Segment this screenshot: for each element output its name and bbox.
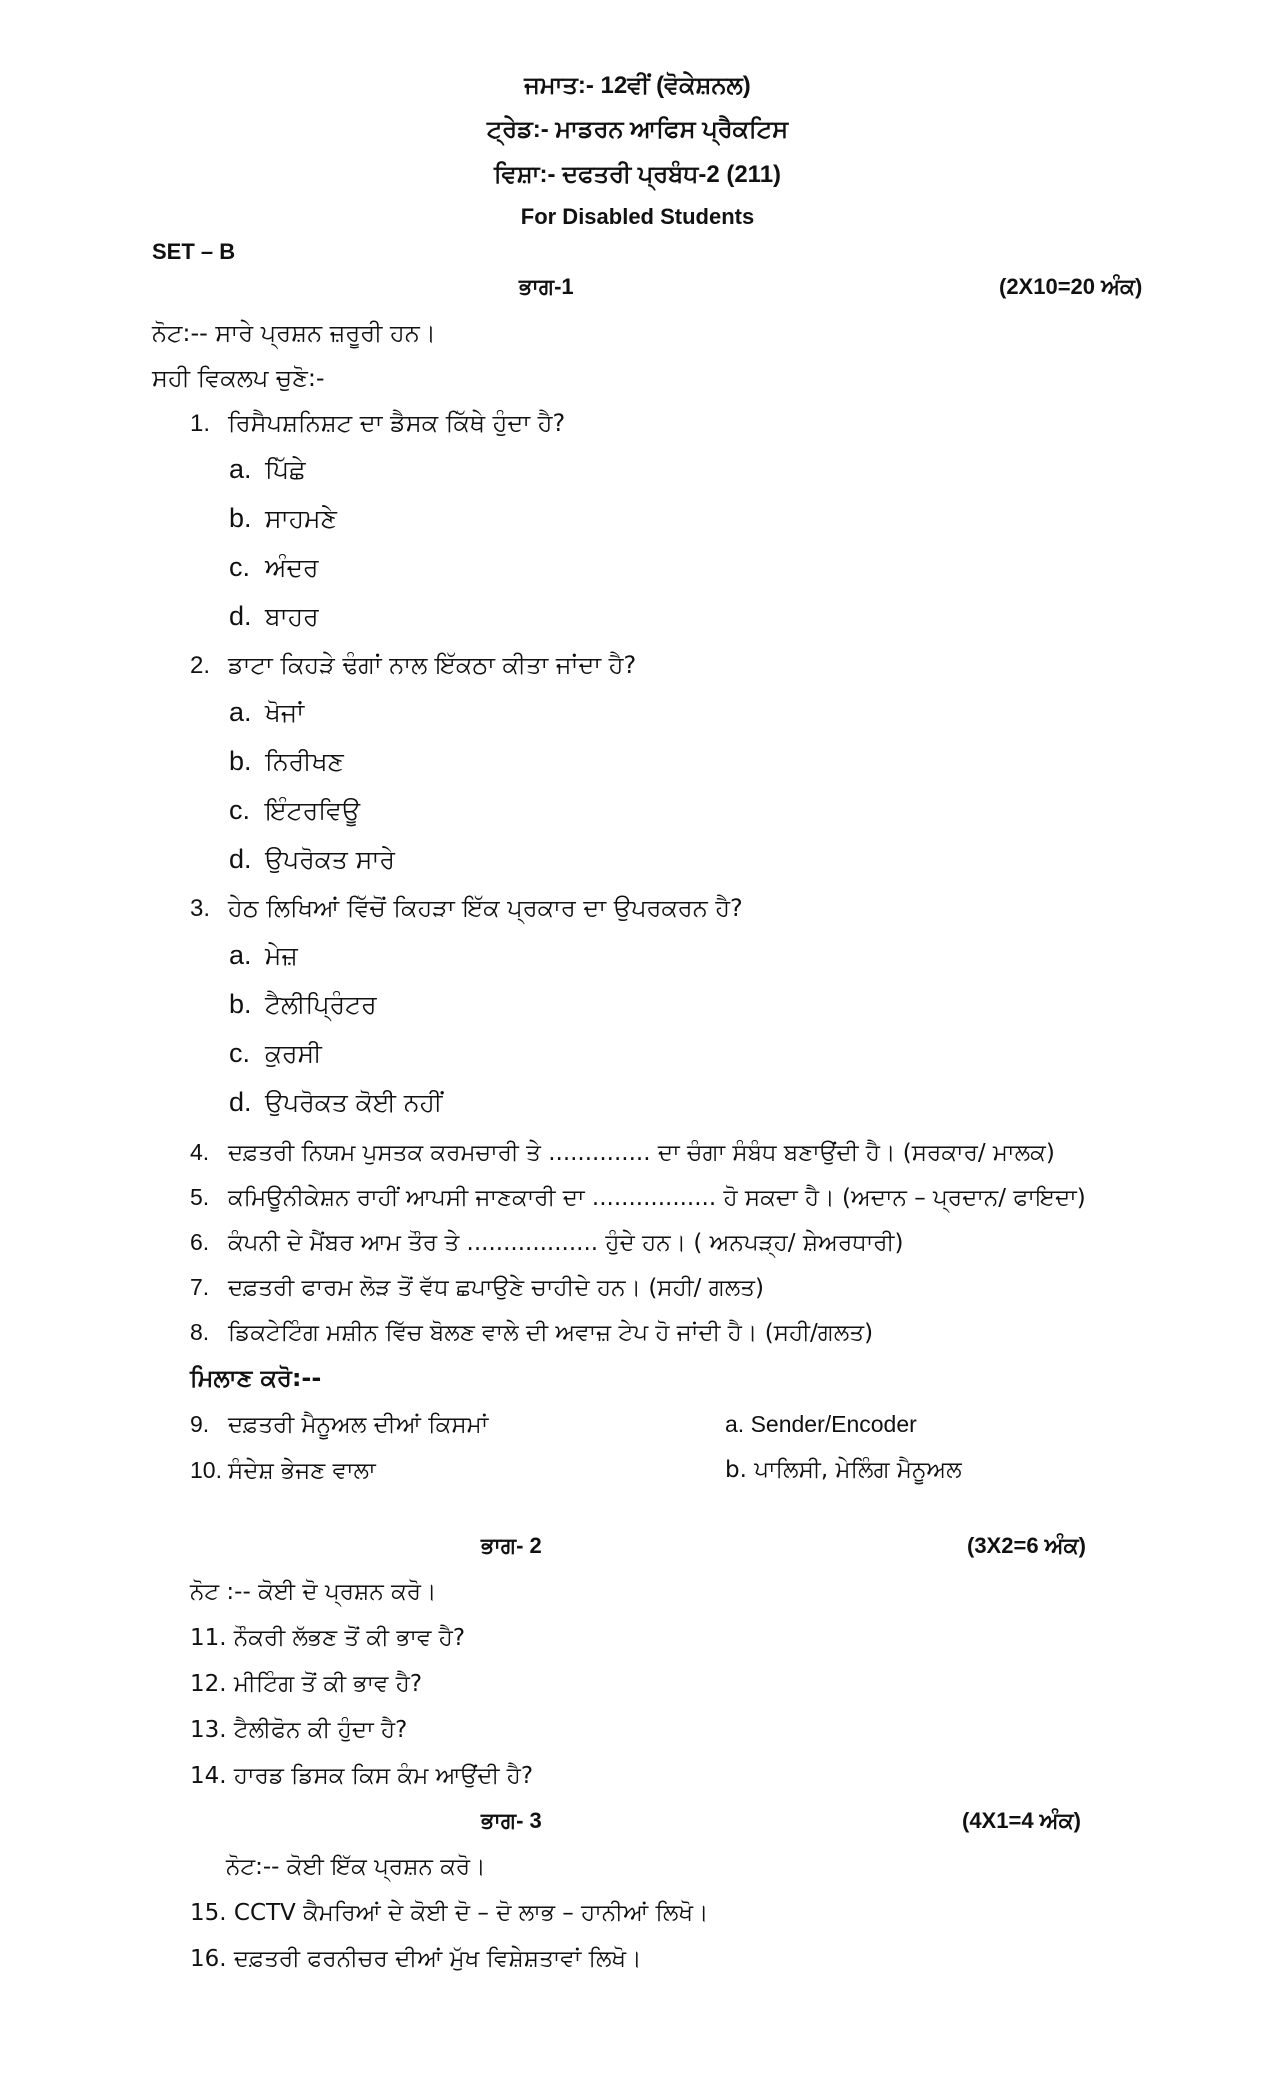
q1-option-b: b. ਸਾਹਮਣੇ bbox=[229, 503, 337, 533]
question-13: 13. ਟੈਲੀਫੋਨ ਕੀ ਹੁੰਦਾ ਹੈ? bbox=[190, 1717, 408, 1743]
question-14: 14. ਹਾਰਡ ਡਿਸਕ ਕਿਸ ਕੰਮ ਆਉਂਦੀ ਹੈ? bbox=[190, 1763, 534, 1789]
question-2 bbox=[190, 650, 636, 681]
part1-marks: (2X10=20 ਅੰਕ) bbox=[999, 274, 1143, 299]
q1-option-d: d. ਬਾਹਰ bbox=[229, 601, 319, 631]
question-text: ਹੇਠ ਲਿਖਿਆਂ ਵਿੱਚੋਂ ਕਿਹੜਾ ਇੱਕ ਪ੍ਰਕਾਰ ਦਾ ਉਪਰਕਰਨ ਹੈ? bbox=[228, 894, 743, 922]
question-15: 15. CCTV ਕੈਮਰਿਆਂ ਦੇ ਕੋਈ ਦੋ – ਦੋ ਲਾਭ – ਹਾਨੀਆਂ ਲਿਖੋ। bbox=[190, 1900, 709, 1926]
match-option-b: b. ਪਾਲਿਸੀ, ਮੇਲਿੰਗ ਮੈਨੂਅਲ bbox=[725, 1457, 962, 1483]
q1-option-c: c. ਅੰਦਰ bbox=[229, 552, 319, 582]
q2-option-b: b. ਨਿਰੀਖਣ bbox=[229, 746, 344, 776]
q3-option-a: a. ਮੇਜ਼ bbox=[229, 940, 298, 970]
match-title: ਮਿਲਾਣ ਕਰੋ:-- bbox=[190, 1364, 322, 1392]
part3-marks: (4X1=4 ਅੰਕ) bbox=[962, 1808, 1081, 1833]
question-3 bbox=[190, 893, 743, 924]
question-11: 11. ਨੌਕਰੀ ਲੱਭਣ ਤੋਂ ਕੀ ਭਾਵ ਹੈ? bbox=[190, 1625, 466, 1651]
question-9: 9. ਦਫ਼ਤਰੀ ਮੈਨੂਅਲ ਦੀਆਂ ਕਿਸਮਾਂ bbox=[190, 1411, 489, 1438]
question-16: 16. ਦਫ਼ਤਰੀ ਫਰਨੀਚਰ ਦੀਆਂ ਮੁੱਖ ਵਿਸ਼ੇਸ਼ਤਾਵਾਂ ਲਿਖੋ। bbox=[190, 1946, 642, 1972]
question-number: 3. bbox=[190, 895, 211, 922]
set-label: SET – B bbox=[152, 239, 236, 264]
question-10: 10. ਸੰਦੇਸ਼ ਭੇਜਣ ਵਾਲਾ bbox=[190, 1457, 376, 1484]
trade-heading: ਟ੍ਰੇਡ:- ਮਾਡਰਨ ਆਫਿਸ ਪ੍ਰੈਕਟਿਸ bbox=[486, 116, 789, 143]
part1-note: ਨੋਟ:-- ਸਾਰੇ ਪ੍ਰਸ਼ਨ ਜ਼ਰੂਰੀ ਹਨ। bbox=[152, 319, 436, 347]
question-text: ਰਿਸੈਪਸ਼ਨਿਸ਼ਟ ਦਾ ਡੈਸਕ ਕਿੱਥੇ ਹੁੰਦਾ ਹੈ? bbox=[228, 409, 566, 437]
part2-marks: (3X2=6 ਅੰਕ) bbox=[967, 1533, 1086, 1558]
question-text: ਡਾਟਾ ਕਿਹੜੇ ਢੰਗਾਂ ਨਾਲ ਇੱਕਠਾ ਕੀਤਾ ਜਾਂਦਾ ਹੈ? bbox=[228, 651, 637, 679]
part3-title: ਭਾਗ- 3 bbox=[481, 1808, 542, 1833]
question-8: 8. ਡਿਕਟੇਟਿੰਗ ਮਸ਼ੀਨ ਵਿੱਚ ਬੋਲਣ ਵਾਲੇ ਦੀ ਅਵਾਜ਼ ਟੇਪ ਹੋ ਜਾਂਦੀ ਹੈ। (ਸਹੀ/ਗਲਤ) bbox=[190, 1319, 874, 1346]
question-6: 6. ਕੰਪਨੀ ਦੇ ਮੈਂਬਰ ਆਮ ਤੌਰ ਤੇ .................. ਹੁੰਦੇ ਹਨ। ( ਅਨਪੜ੍ਹ/ ਸ਼ੇਅਰਧਾਰੀ) bbox=[190, 1229, 904, 1256]
q3-option-d: d. ਉਪਰੋਕਤ ਕੋਈ ਨਹੀਂ bbox=[229, 1087, 443, 1117]
question-12: 12. ਮੀਟਿੰਗ ਤੋਂ ਕੀ ਭਾਵ ਹੈ? bbox=[190, 1671, 423, 1697]
match-option-a: a. Sender/Encoder bbox=[725, 1411, 917, 1437]
q1-option-a: a. ਪਿੱਛੇ bbox=[229, 454, 306, 484]
q3-option-c: c. ਕੁਰਸੀ bbox=[229, 1038, 322, 1068]
q3-option-b: b. ਟੈਲੀਪ੍ਰਿੰਟਰ bbox=[229, 989, 377, 1019]
question-1 bbox=[190, 408, 565, 439]
audience-heading: For Disabled Students bbox=[520, 204, 755, 229]
part1-title: ਭਾਗ-1 bbox=[519, 274, 574, 299]
question-number: 1. bbox=[190, 410, 211, 437]
part3-note: ਨੋਟ:-- ਕੋਈ ਇੱਕ ਪ੍ਰਸ਼ਨ ਕਰੋ। bbox=[226, 1854, 486, 1880]
subject-heading: ਵਿਸ਼ਾ:- ਦਫਤਰੀ ਪ੍ਰਬੰਧ-2 (211) bbox=[493, 161, 782, 188]
question-5: 5. ਕਮਿਊਨੀਕੇਸ਼ਨ ਰਾਹੀਂ ਆਪਸੀ ਜਾਣਕਾਰੀ ਦਾ ................. ਹੋ ਸਕਦਾ ਹੈ। (ਅਦਾਨ – ਪ੍ਰਦਾਨ/ ਫਾਇਦਾ) bbox=[190, 1184, 1086, 1211]
question-7: 7. ਦਫ਼ਤਰੀ ਫਾਰਮ ਲੋੜ ਤੋਂ ਵੱਧ ਛਪਾਉਣੇ ਚਾਹੀਦੇ ਹਨ। (ਸਹੀ/ ਗਲਤ) bbox=[190, 1274, 764, 1301]
part2-note: ਨੋਟ :-- ਕੋਈ ਦੋ ਪ੍ਰਸ਼ਨ ਕਰੋ। bbox=[190, 1579, 437, 1605]
question-number: 2. bbox=[190, 652, 211, 679]
q2-option-c: c. ਇੰਟਰਵਿਊ bbox=[229, 795, 361, 825]
q2-option-d: d. ਉਪਰੋਕਤ ਸਾਰੇ bbox=[229, 844, 395, 874]
part2-title: ਭਾਗ- 2 bbox=[481, 1533, 542, 1558]
question-4: 4. ਦਫ਼ਤਰੀ ਨਿਯਮ ਪੁਸਤਕ ਕਰਮਚਾਰੀ ਤੇ .............. ਦਾ ਚੰਗਾ ਸੰਬੰਧ ਬਣਾਉਂਦੀ ਹੈ। (ਸਰਕਾਰ/ ਮਾਲਕ) bbox=[190, 1139, 1055, 1166]
part1-instruction: ਸਹੀ ਵਿਕਲਪ ਚੁਣੋ:- bbox=[152, 364, 325, 392]
class-heading: ਜਮਾਤ:- 12ਵੀਂ (ਵੋਕੇਸ਼ਨਲ) bbox=[524, 72, 751, 99]
q2-option-a: a. ਖੋਜਾਂ bbox=[229, 697, 305, 727]
